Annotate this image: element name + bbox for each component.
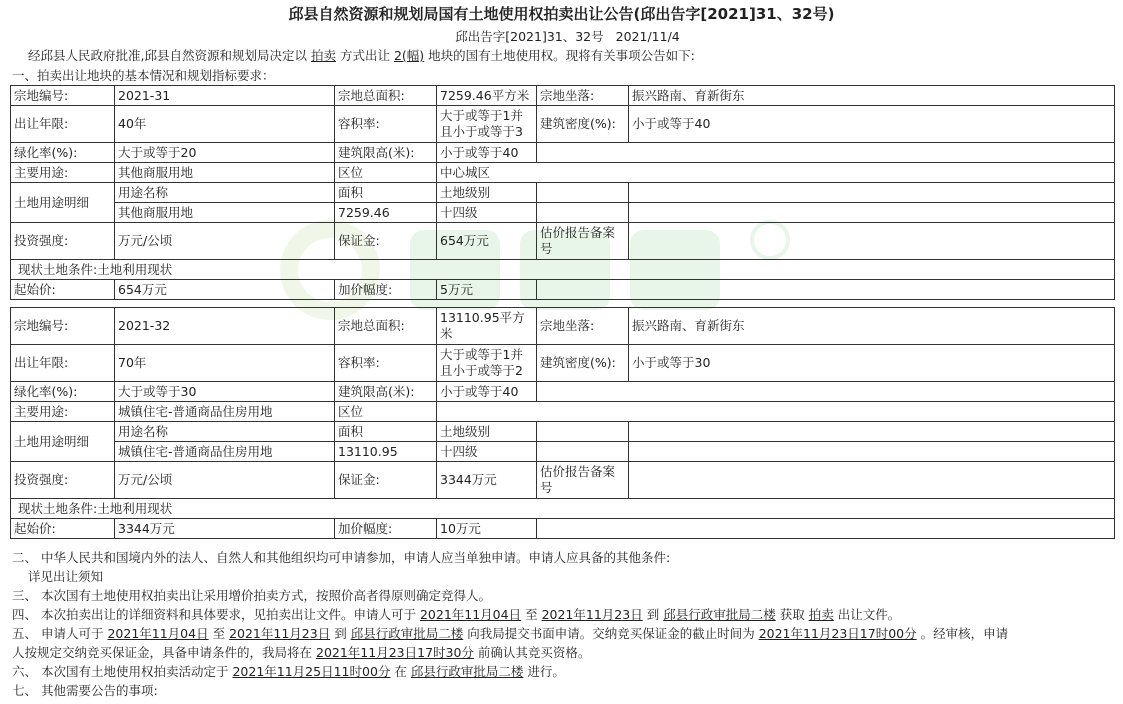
value-parcel-no: 2021-32	[115, 308, 335, 345]
section-7: 七、 其他需要公告的事项:	[12, 683, 158, 698]
label-increment: 加价幅度:	[335, 519, 437, 539]
empty-cell	[629, 183, 1115, 203]
empty-cell	[537, 143, 1115, 163]
value-district: 中心城区	[437, 163, 1115, 183]
table-row	[11, 163, 1115, 183]
table-row	[11, 402, 1115, 422]
place: 邱县行政审批局二楼	[410, 664, 524, 679]
section-3: 三、 本次国有土地使用权拍卖出让采用增价拍卖方式，按照价高者得原则确定竞得人。	[12, 588, 491, 603]
value-land-grade: 十四级	[437, 203, 537, 223]
empty-cell	[537, 519, 1115, 539]
value-appraisal	[629, 462, 1115, 499]
label-total-area: 宗地总面积:	[335, 308, 437, 345]
label-start-price: 起始价:	[11, 519, 115, 539]
table-row	[11, 422, 1115, 442]
label-main-use: 主要用途:	[11, 163, 115, 183]
label-appraisal: 估价报告备案号	[537, 223, 629, 260]
label-land-grade: 土地级别	[437, 183, 537, 203]
value-plot-ratio: 大于或等于1并且小于或等于3	[437, 106, 537, 143]
section-2: 二、 中华人民共和国境内外的法人、自然人和其他组织均可申请参加，申请人应当单独申请。申请人应具备的其他条件:	[12, 550, 671, 565]
empty-cell	[537, 422, 629, 442]
value-start-price: 3344万元	[115, 519, 335, 539]
value-green: 大于或等于30	[115, 382, 335, 402]
text: 在	[394, 664, 407, 679]
label-use-detail: 土地用途明细	[11, 183, 115, 223]
label-increment: 加价幅度:	[335, 280, 437, 300]
text: 到	[334, 626, 347, 641]
label-green: 绿化率(%):	[11, 382, 115, 402]
text: 。经审核，申请	[920, 626, 1009, 641]
table-row	[11, 382, 1115, 402]
value-main-use: 城镇住宅-普通商品住房用地	[115, 402, 335, 422]
label-start-price: 起始价:	[11, 280, 115, 300]
value-main-use: 其他商服用地	[115, 163, 335, 183]
place: 邱县行政审批局二楼	[350, 626, 464, 641]
intro-count: 2(幅)	[393, 48, 425, 63]
label-location: 宗地坐落:	[537, 86, 629, 106]
table-row	[11, 86, 1115, 106]
table-row	[11, 106, 1115, 143]
section-5-line2	[12, 643, 590, 661]
section-4	[12, 605, 900, 623]
text: 获取	[779, 607, 805, 622]
label-intensity: 投资强度:	[11, 223, 115, 260]
label-land-grade: 土地级别	[437, 422, 537, 442]
table-row	[11, 345, 1115, 382]
text: 四、 本次拍卖出让的详细资料和具体要求，见拍卖出让文件。申请人可于	[12, 607, 416, 622]
notice-date: 2021/11/4	[615, 29, 680, 44]
intro-text: 地块的国有土地使用权。现将有关事项公告如下:	[428, 48, 695, 63]
label-appraisal: 估价报告备案号	[537, 462, 629, 499]
label-plot-ratio: 容积率:	[335, 345, 437, 382]
value-total-area: 7259.46平方米	[437, 86, 537, 106]
label-term: 出让年限:	[11, 345, 115, 382]
auction-time: 2021年11月25日11时00分	[232, 664, 391, 679]
table-row	[11, 462, 1115, 499]
label-main-use: 主要用途:	[11, 402, 115, 422]
method: 拍卖	[808, 607, 834, 622]
text: 出让文件。	[837, 607, 901, 622]
value-increment: 10万元	[437, 519, 537, 539]
text: 进行。	[527, 664, 565, 679]
label-deposit: 保证金:	[335, 462, 437, 499]
label-density: 建筑密度(%):	[537, 106, 629, 143]
label-term: 出让年限:	[11, 106, 115, 143]
label-intensity: 投资强度:	[11, 462, 115, 499]
section-5	[12, 624, 1008, 642]
value-increment: 5万元	[437, 280, 537, 300]
label-condition: 现状土地条件:	[17, 261, 98, 277]
label-height: 建筑限高(米):	[335, 143, 437, 163]
text: 至	[525, 607, 538, 622]
text: 前确认其竞买资格。	[477, 645, 591, 660]
value-parcel-no: 2021-31	[115, 86, 335, 106]
text: 到	[646, 607, 660, 622]
page-title: 邱县自然资源和规划局国有土地使用权拍卖出让公告(邱出告字[2021]31、32号)	[288, 5, 835, 23]
intro-text: 方式出让	[339, 48, 390, 63]
value-area: 7259.46	[335, 203, 437, 223]
intro-method: 拍卖	[310, 48, 336, 63]
value-deposit: 3344万元	[437, 462, 537, 499]
label-use-name: 用途名称	[115, 422, 335, 442]
parcel-table-1	[10, 85, 1115, 300]
label-location: 宗地坐落:	[537, 308, 629, 345]
date-start: 2021年11月04日	[419, 607, 522, 622]
text: 六、 本次国有土地使用权拍卖活动定于	[12, 664, 229, 679]
intro-paragraph	[28, 46, 695, 64]
label-area: 面积	[335, 183, 437, 203]
value-deposit: 654万元	[437, 223, 537, 260]
value-term: 70年	[115, 345, 335, 382]
empty-cell	[537, 442, 629, 462]
label-parcel-no: 宗地编号:	[11, 308, 115, 345]
label-total-area: 宗地总面积:	[335, 86, 437, 106]
value-green: 大于或等于20	[115, 143, 335, 163]
value-district	[437, 402, 1115, 422]
table-row	[11, 499, 1115, 519]
value-use-name: 其他商服用地	[115, 203, 335, 223]
value-area: 13110.95	[335, 442, 437, 462]
deadline: 2021年11月23日17时00分	[758, 626, 917, 641]
parcel-table-2	[10, 307, 1115, 539]
date-start: 2021年11月04日	[107, 626, 209, 641]
value-term: 40年	[115, 106, 335, 143]
label-area: 面积	[335, 422, 437, 442]
table-row	[11, 260, 1115, 280]
label-plot-ratio: 容积率:	[335, 106, 437, 143]
table-row	[11, 280, 1115, 300]
text: 人按规定交纳竞买保证金，具备申请条件的，我局将在	[12, 645, 313, 660]
value-use-name: 城镇住宅-普通商品住房用地	[115, 442, 335, 462]
value-land-grade: 十四级	[437, 442, 537, 462]
label-deposit: 保证金:	[335, 223, 437, 260]
value-intensity: 万元/公顷	[115, 223, 335, 260]
empty-cell	[537, 382, 1115, 402]
label-condition: 现状土地条件:	[17, 500, 98, 516]
condition-row	[11, 260, 1115, 280]
section-2-detail: 详见出让须知	[28, 569, 104, 584]
label-height: 建筑限高(米):	[335, 382, 437, 402]
table-row	[11, 223, 1115, 260]
table-row	[11, 203, 1115, 223]
value-plot-ratio: 大于或等于1并且小于或等于2	[437, 345, 537, 382]
intro-text: 经邱县人民政府批准,邱县自然资源和规划局决定以	[28, 48, 307, 63]
value-height: 小于或等于40	[437, 143, 537, 163]
text: 至	[212, 626, 226, 641]
table-row	[11, 519, 1115, 539]
empty-cell	[537, 203, 629, 223]
value-location: 振兴路南、育新街东	[629, 308, 1115, 345]
section-6	[12, 662, 565, 680]
label-district: 区位	[335, 402, 437, 422]
value-condition: 土地利用现状	[97, 261, 173, 277]
value-appraisal	[629, 223, 1115, 260]
value-density: 小于或等于30	[629, 345, 1115, 382]
value-density: 小于或等于40	[629, 106, 1115, 143]
subtitle	[0, 27, 1123, 45]
text: 五、 申请人可于	[12, 626, 104, 641]
value-condition: 土地利用现状	[97, 500, 173, 516]
confirm-time: 2021年11月23日17时30分	[316, 645, 474, 660]
table-row	[11, 308, 1115, 345]
place: 邱县行政审批局二楼	[663, 607, 776, 622]
notice-ref: 邱出告字[2021]31、32号	[455, 29, 604, 44]
label-green: 绿化率(%):	[11, 143, 115, 163]
empty-cell	[629, 203, 1115, 223]
value-intensity: 万元/公顷	[115, 462, 335, 499]
table-row	[11, 143, 1115, 163]
label-district: 区位	[335, 163, 437, 183]
value-height: 小于或等于40	[437, 382, 537, 402]
label-use-name: 用途名称	[115, 183, 335, 203]
date-end: 2021年11月23日	[229, 626, 331, 641]
empty-cell	[629, 422, 1115, 442]
table-row	[11, 183, 1115, 203]
label-use-detail: 土地用途明细	[11, 422, 115, 462]
value-location: 振兴路南、育新街东	[629, 86, 1115, 106]
value-total-area: 13110.95平方米	[437, 308, 537, 345]
empty-cell	[629, 442, 1115, 462]
table-row	[11, 442, 1115, 462]
label-density: 建筑密度(%):	[537, 345, 629, 382]
value-start-price: 654万元	[115, 280, 335, 300]
date-end: 2021年11月23日	[541, 607, 643, 622]
text: 向我局提交书面申请。交纳竞买保证金的截止时间为	[467, 626, 755, 641]
condition-row	[11, 499, 1115, 519]
label-parcel-no: 宗地编号:	[11, 86, 115, 106]
empty-cell	[537, 183, 629, 203]
empty-cell	[537, 280, 1115, 300]
section-1-heading: 一、拍卖出让地块的基本情况和规划指标要求：	[12, 68, 275, 83]
